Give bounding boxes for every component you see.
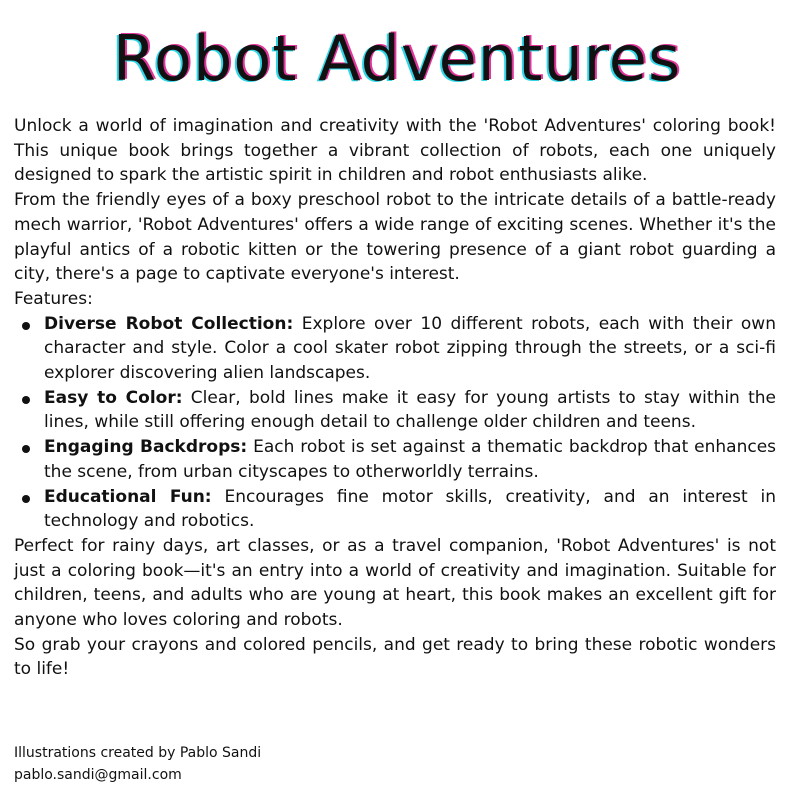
feature-title: Engaging Backdrops: [44, 437, 248, 458]
feature-item [44, 435, 776, 484]
bullet-icon [22, 495, 30, 503]
bullet-icon [22, 322, 30, 330]
feature-text: Explore over 10 different robots, each with their own character and style. Color a cool skater robot zipping through the streets, or a sci-fi explorer discovering alien landscapes. [44, 313, 776, 384]
scenes-paragraph: From the friendly eyes of a boxy preschool robot to the intricate details of a battle-ready mech warrior, 'Robot Adventures' offers a wide range of exciting scenes. Whether it's the playful antics of a robotic kitten or the towering presence of a giant robot guarding a city, there's a page to captivate everyone's interest. [14, 190, 776, 285]
feature-item [44, 485, 776, 534]
feature-item [44, 312, 776, 386]
call-to-action-paragraph: So grab your crayons and colored pencils, and get ready to bring these robotic wonders to life! [14, 634, 776, 680]
feature-title: Educational Fun: [44, 486, 212, 507]
contact-email: pablo.sandi@gmail.com [14, 767, 182, 783]
feature-text: Each robot is set against a thematic backdrop that enhances the scene, from urban cityscapes to otherworldly terrains. [44, 437, 777, 482]
description-body [14, 114, 776, 682]
closing-paragraph: Perfect for rainy days, art classes, or as a travel companion, 'Robot Adventures' is not just a coloring book—it's an entry into a world of creativity and imagination. Suitable for children, teens, and adults who are young at heart, this book makes an excellent gift for anyone who loves coloring and robots. [14, 535, 776, 631]
bullet-icon [22, 445, 30, 453]
credits [14, 742, 261, 786]
features-heading: Features: [14, 288, 93, 309]
feature-title: Easy to Color: [44, 387, 183, 408]
feature-item [44, 386, 776, 435]
feature-title: Diverse Robot Collection: [44, 313, 294, 334]
page-title: Robot Adventures [112, 22, 682, 95]
feature-text: Encourages fine motor skills, creativity, and an interest in technology and robotics. [44, 486, 776, 532]
illustrator-credit: Illustrations created by Pablo Sandi [14, 745, 262, 761]
bullet-icon [22, 396, 30, 404]
intro-paragraph: Unlock a world of imagination and creativity with the 'Robot Adventures' coloring book! This unique book brings together a vibrant collection of robots, each one uniquely designed to spark the artistic spirit in children and robot enthusiasts alike. [14, 116, 776, 186]
features-list [14, 312, 776, 534]
feature-text: Clear, bold lines make it easy for young artists to stay within the lines, while still offering enough detail to challenge older children and teens. [44, 387, 776, 433]
